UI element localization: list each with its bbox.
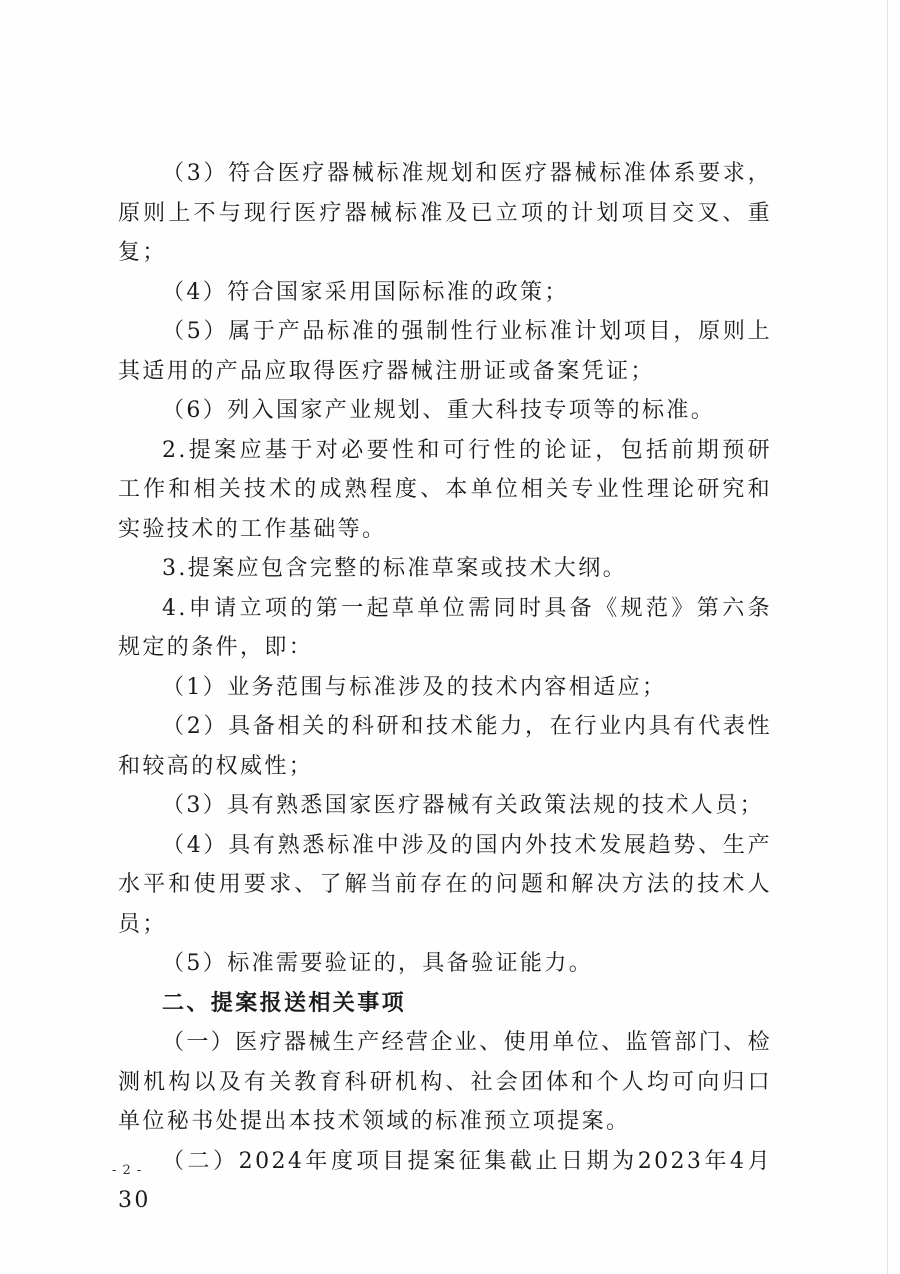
condition-item-2: （2）具备相关的科研和技术能力，在行业内具有代表性和较高的权威性； [118,714,772,779]
document-body [118,154,772,1221]
paragraph-point-2: 2.提案应基于对必要性和可行性的论证，包括前期预研工作和相关技术的成熟程度、本单位相关专业性理论研究和实验技术的工作基础等。 [118,437,772,542]
section-paragraph-2: （二）2024年度项目提案征集截止日期为2023年4月30 [118,1148,772,1213]
condition-item-5: （5）标准需要验证的，具备验证能力。 [162,951,594,976]
section-heading: 二、提案报送相关事项 [162,990,407,1016]
scan-edge-line [887,0,888,1274]
page-number: - 2 - [112,1163,143,1178]
paragraph-point-3: 3.提案应包含完整的标准草案或技术大纲。 [162,556,627,581]
condition-item-1: （1）业务范围与标准涉及的技术内容相适应； [162,674,667,700]
paragraph-item-3: （3）符合医疗器械标准规划和医疗器械标准体系要求，原则上不与现行医疗器械标准及已立项的计划项目交叉、重复； [118,161,772,265]
condition-item-4: （4）具有熟悉标准中涉及的国内外技术发展趋势、生产水平和使用要求、了解当前存在的问题和解决方法的技术人员； [118,832,772,937]
paragraph-item-4: （4）符合国家采用国际标准的政策； [162,279,569,305]
paragraph-point-4: 4.申请立项的第一起草单位需同时具备《规范》第六条规定的条件，即： [118,595,772,660]
section-paragraph-1: （一）医疗器械生产经营企业、使用单位、监管部门、检测机构以及有关教育科研机构、社会团体和个人均可向归口单位秘书处提出本技术领域的标准预立项提案。 [118,1030,773,1134]
paragraph-item-5: （5）属于产品标准的强制性行业标准计划项目，原则上其适用的产品应取得医疗器械注册证或备案凭证； [118,319,772,384]
paragraph-item-6: （6）列入国家产业规划、重大科技专项等的标准。 [162,398,716,423]
condition-item-3: （3）具有熟悉国家医疗器械有关政策法规的技术人员； [162,793,764,818]
